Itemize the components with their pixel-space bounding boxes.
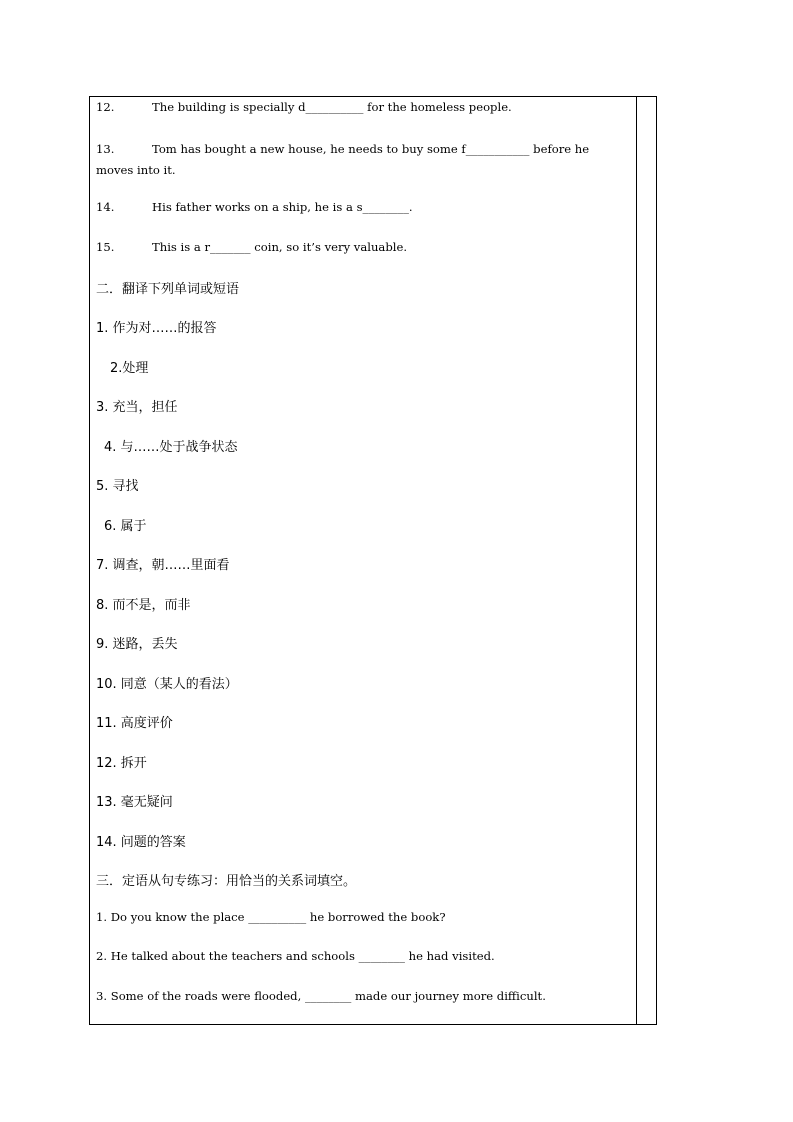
translate-item-5: 5. 寻找 — [96, 479, 139, 494]
item-15: 15. This is a r_______ coin, so it’s very valuable. — [96, 240, 408, 254]
translate-item-10: 10. 同意（某人的看法） — [96, 677, 238, 692]
column-divider — [636, 96, 637, 1025]
translate-item-6: 6. 属于 — [104, 519, 147, 534]
relative-clause-item-1: 1. Do you know the place __________ he borrowed the book? — [96, 910, 446, 924]
item-12: 12. The building is specially d__________ for the homeless people. — [96, 100, 512, 114]
translate-item-14: 14. 问题的答案 — [96, 835, 186, 850]
translate-item-13: 13. 毫无疑问 — [96, 795, 173, 810]
translate-item-12: 12. 拆开 — [96, 756, 147, 771]
item-13: 13. Tom has bought a new house, he needs to buy some f___________ before he moves into it. — [96, 142, 590, 177]
translate-item-11: 11. 高度评价 — [96, 716, 173, 731]
relative-clause-item-3: 3. Some of the roads were flooded, ________ made our journey more difficult. — [96, 989, 546, 1003]
translate-item-3: 3. 充当，担任 — [96, 400, 178, 415]
translate-item-7: 7. 调查，朝……里面看 — [96, 558, 230, 573]
translate-item-2: 2.处理 — [110, 361, 149, 376]
translate-item-9: 9. 迷路，丢失 — [96, 637, 178, 652]
translate-item-8: 8. 而不是，而非 — [96, 598, 191, 613]
section-2-heading: 二．翻译下列单词或短语 — [96, 282, 240, 297]
item-14: 14. His father works on a ship, he is a s________. — [96, 200, 413, 214]
translate-item-1: 1. 作为对……的报答 — [96, 321, 217, 336]
section-3-heading: 三．定语从句专练习：用恰当的关系词填空。 — [96, 874, 357, 889]
relative-clause-item-2: 2. He talked about the teachers and schools ________ he had visited. — [96, 949, 495, 963]
translate-item-4: 4. 与……处于战争状态 — [104, 440, 238, 455]
